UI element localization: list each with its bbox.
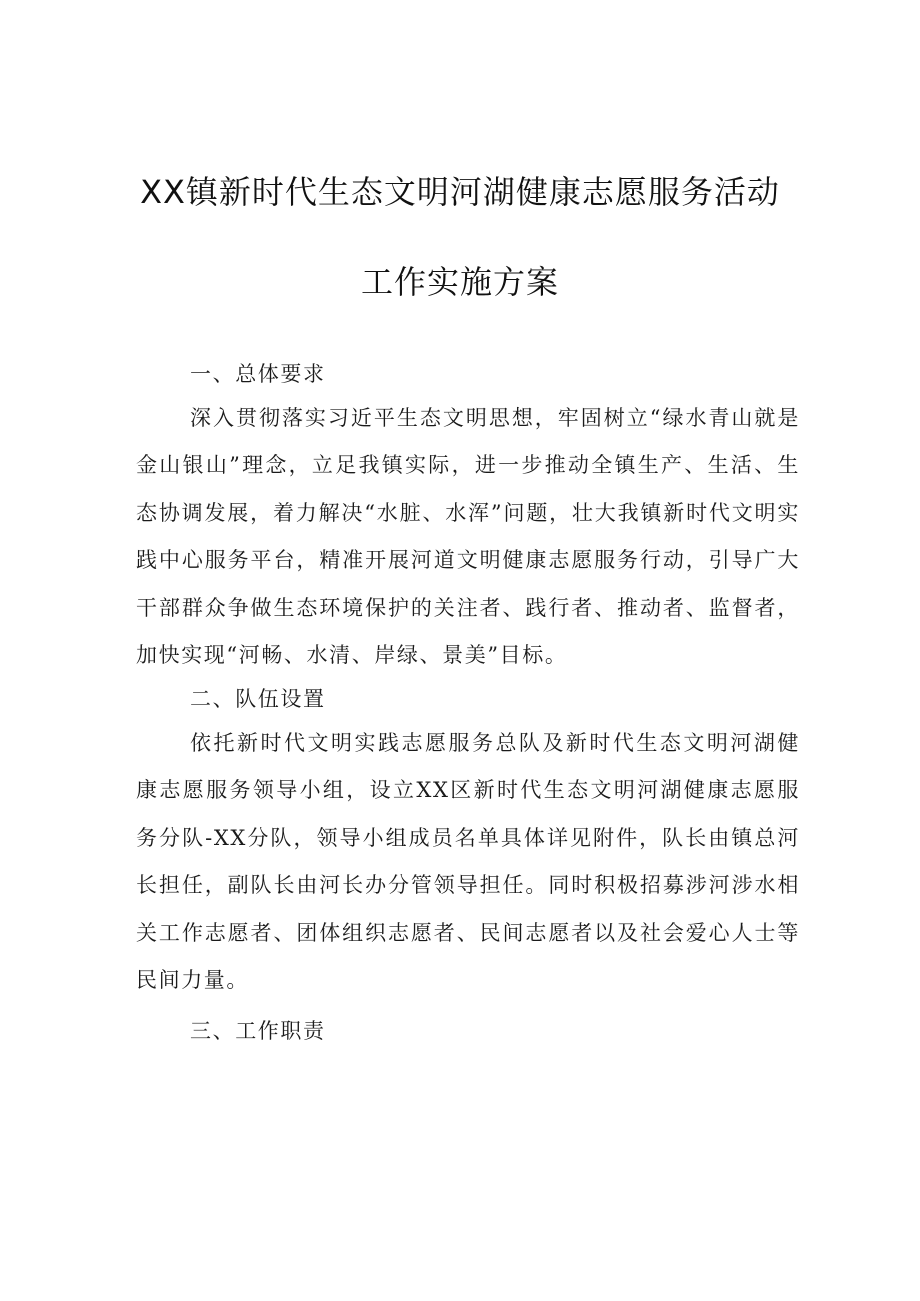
section-heading-team-setup: 二、队伍设置 bbox=[190, 687, 326, 711]
section-paragraph-team-setup bbox=[136, 720, 800, 1004]
document-title-line-1: XX镇新时代生态文明河湖健康志愿服务活动 bbox=[140, 173, 780, 211]
paragraph-text: 依托新时代文明实践志愿服务总队及新时代生态文明河湖健康志愿服务领导小组，设立XX区新时代生态文明河湖健康志愿服务分队-XX分队，领导小组成员名单具体详见附件，队长由镇总河长担任，副队长由河长办分管领导担任。同时积极招募涉河涉水相关工作志愿者、团体组织志愿者、民间志愿者以及社会爱心人士等民间力量。 bbox=[136, 731, 800, 993]
paragraph-text: 深入贯彻落实习近平生态文明思想，牢固树立“绿水青山就是金山银山”理念，立足我镇实际，进一步推动全镇生产、生活、生态协调发展，着力解决“水脏、水浑”问题，壮大我镇新时代文明实践中心服务平台，精准开展河道文明健康志愿服务行动，引导广大干部群众争做生态环境保护的关注者、践行者、推动者、监督者，加快实现“河畅、水清、岸绿、景美”目标。 bbox=[136, 406, 800, 668]
document-title-line-2: 工作实施方案 bbox=[360, 263, 559, 301]
section-heading-general-requirements: 一、总体要求 bbox=[190, 362, 326, 386]
section-paragraph-general-requirements bbox=[136, 395, 800, 679]
section-heading-work-duties: 三、工作职责 bbox=[190, 1019, 326, 1043]
